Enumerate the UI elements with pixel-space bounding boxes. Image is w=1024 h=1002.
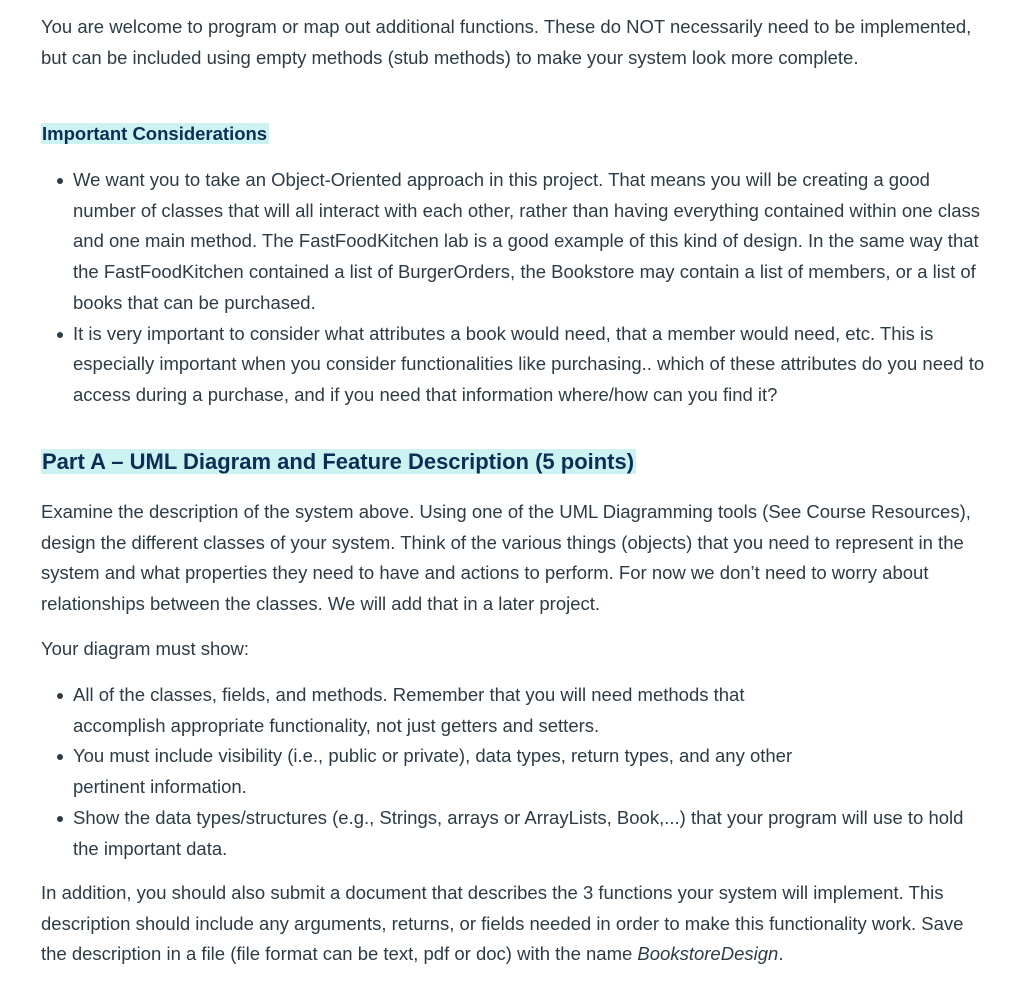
list-item: It is very important to consider what attributes a book would need, that a member would need, etc. This is especially important when you consider functionalities like purchasing.. which of these attributes do you need to access during a purchase, and if you need that information where/how can you find it? [41, 319, 994, 411]
diagram-intro: Your diagram must show: [41, 638, 250, 659]
list-item: You must include visibility (i.e., public or private), data types, return types, and any other pertinent information. [41, 741, 833, 802]
diagram-requirements-list [41, 680, 994, 864]
addition-period: . [778, 943, 784, 965]
design-filename: BookstoreDesign [637, 943, 779, 965]
part-a-paragraph: Examine the description of the system above. Using one of the UML Diagramming tools (See Course Resources), design the different classes of your system. Think of the various things (objects) that you need to represent in the system and what properties they need to have and actions to perform. For now we don’t need to worry about relationships between the classes. We will add that in a later project. [41, 501, 971, 615]
addition-paragraph [41, 878, 994, 970]
list-item: All of the classes, fields, and methods. Remember that you will need methods that accomplish appropriate functionality, not just getters and setters. [41, 680, 833, 741]
intro-paragraph: You are welcome to program or map out additional functions. These do NOT necessarily need to be implemented, but can be included using empty methods (stub methods) to make your system look more complete. [41, 16, 972, 68]
addition-text: In addition, you should also submit a document that describes the 3 functions your system will implement. This description should include any arguments, returns, or fields needed in order to make this functionality work. Save the description in a file (file format can be text, pdf or doc) with the name [41, 882, 964, 965]
part-a-heading: Part A – UML Diagram and Feature Description (5 points) [42, 449, 635, 474]
list-item: Show the data types/structures (e.g., Strings, arrays or ArrayLists, Book,...) that your program will use to hold the important data. [41, 803, 994, 864]
considerations-heading-wrap [41, 119, 994, 150]
considerations-heading: Important Considerations [42, 123, 268, 144]
part-a-heading-wrap [41, 447, 994, 479]
considerations-list [41, 165, 994, 411]
list-item: We want you to take an Object-Oriented approach in this project. That means you will be creating a good number of classes that will all interact with each other, rather than having everything contained within one class and one main method. The FastFoodKitchen lab is a good example of this kind of design. In the same way that the FastFoodKitchen contained a list of BurgerOrders, the Bookstore may contain a list of members, or a list of books that can be purchased. [41, 165, 994, 319]
